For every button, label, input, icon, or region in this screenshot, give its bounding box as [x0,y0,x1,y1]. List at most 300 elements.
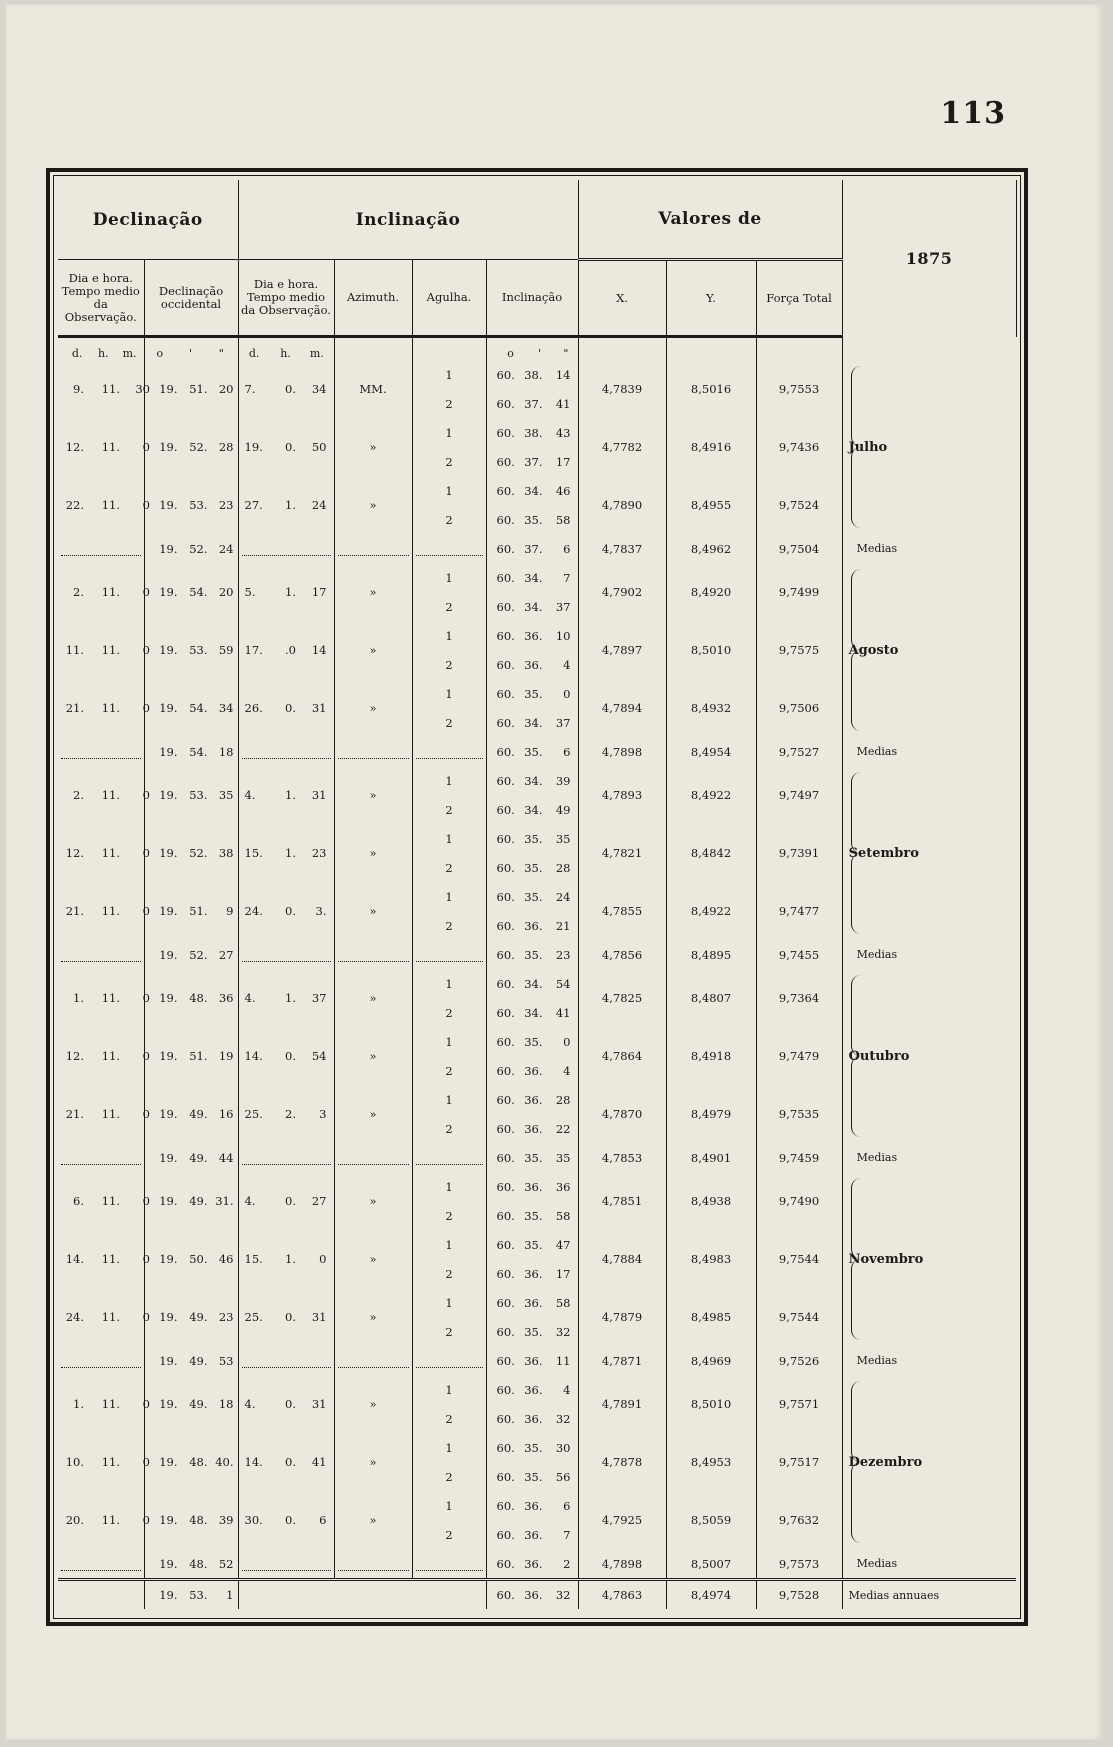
obs-needle: 1 [412,882,486,911]
group-header-valores: Valores de [578,180,842,260]
means-declination: 19. 49. 44 [144,1143,238,1172]
obs-y: 8,4920 [666,563,756,621]
obs-declination: 19. 50. 46 [144,1230,238,1288]
obs-needle: 2 [412,592,486,621]
obs-x: 4,7884 [578,1230,666,1288]
observation-row [58,563,1016,592]
units-month [842,337,1016,361]
obs-needle: 2 [412,1404,486,1433]
obs-declination: 19. 53. 59 [144,621,238,679]
obs-inclination: 60. 36. 36 [486,1172,578,1201]
obs-needle: 1 [412,1085,486,1114]
obs-azimuth: » [334,1230,412,1288]
means-force-total: 9,7504 [756,534,842,563]
units-f [756,337,842,361]
obs-y: 8,4932 [666,679,756,737]
monthly-means-row [58,534,1016,563]
means-x: 4,7837 [578,534,666,563]
observation-row [58,1172,1016,1201]
means-force-total: 9,7459 [756,1143,842,1172]
obs-x: 4,7891 [578,1375,666,1433]
monthly-means-row [58,1346,1016,1375]
obs-needle: 1 [412,1172,486,1201]
obs-needle: 2 [412,389,486,418]
obs-incl-time: 4. 1. 31 [238,766,334,824]
obs-force-total: 9,7535 [756,1085,842,1143]
obs-needle: 2 [412,1317,486,1346]
col-header-inclinacao: Inclinação [486,260,578,337]
obs-inclination: 60. 34. 41 [486,998,578,1027]
obs-time: 20. 11. 0 [58,1491,144,1549]
obs-time: 2. 11. 0 [58,563,144,621]
obs-azimuth: » [334,621,412,679]
obs-x: 4,7897 [578,621,666,679]
units-time-decl: d. h. m. [58,337,144,361]
means-dots [238,940,334,969]
obs-needle: 1 [412,476,486,505]
means-force-total: 9,7526 [756,1346,842,1375]
month-name: Outubro [848,1048,910,1064]
obs-force-total: 9,7575 [756,621,842,679]
units-y [666,337,756,361]
obs-time: 11. 11. 0 [58,621,144,679]
obs-declination: 19. 54. 34 [144,679,238,737]
col-header-agulha: Agulha. [412,260,486,337]
annual-label: Medias annuaes [842,1580,1016,1610]
obs-time: 10. 11. 0 [58,1433,144,1491]
means-inclination: 60. 36. 11 [486,1346,578,1375]
means-y: 8,4962 [666,534,756,563]
obs-force-total: 9,7544 [756,1288,842,1346]
obs-needle: 2 [412,505,486,534]
obs-declination: 19. 54. 20 [144,563,238,621]
means-declination: 19. 49. 53 [144,1346,238,1375]
means-label: Medias [856,1354,898,1367]
obs-azimuth: » [334,969,412,1027]
means-declination: 19. 52. 24 [144,534,238,563]
obs-needle: 1 [412,621,486,650]
obs-x: 4,7894 [578,679,666,737]
page-number: 113 [940,96,1006,131]
obs-incl-time: 25. 0. 31 [238,1288,334,1346]
obs-time: 9. 11. 30 [58,360,144,418]
obs-needle: 1 [412,1375,486,1404]
obs-inclination: 60. 35. 28 [486,853,578,882]
obs-declination: 19. 49. 31. [144,1172,238,1230]
col-header-forca-total: Força Total [756,260,842,337]
obs-x: 4,7893 [578,766,666,824]
obs-force-total: 9,7391 [756,824,842,882]
obs-inclination: 60. 34. 7 [486,563,578,592]
obs-y: 8,5010 [666,621,756,679]
units-x [578,337,666,361]
group-header-inclinacao: Inclinação [238,180,578,260]
obs-y: 8,4985 [666,1288,756,1346]
means-label: Medias [856,1151,898,1164]
units-incl: o ' " [486,337,578,361]
means-inclination: 60. 36. 2 [486,1549,578,1580]
obs-x: 4,7878 [578,1433,666,1491]
obs-incl-time: 30. 0. 6 [238,1491,334,1549]
obs-incl-time: 24. 0. 3. [238,882,334,940]
month-label-cell [842,766,1016,940]
obs-force-total: 9,7490 [756,1172,842,1230]
obs-inclination: 60. 34. 54 [486,969,578,998]
obs-force-total: 9,7632 [756,1491,842,1549]
obs-time: 12. 11. 0 [58,1027,144,1085]
units-decl: o ' " [144,337,238,361]
obs-azimuth: » [334,476,412,534]
means-dots [412,737,486,766]
annual-inc: 60. 36. 32 [486,1580,578,1610]
obs-inclination: 60. 36. 4 [486,650,578,679]
obs-time: 14. 11. 0 [58,1230,144,1288]
obs-needle: 2 [412,1201,486,1230]
month-name: Novembro [848,1251,924,1267]
means-inclination: 60. 37. 6 [486,534,578,563]
obs-force-total: 9,7524 [756,476,842,534]
obs-incl-time: 7. 0. 34 [238,360,334,418]
means-label: Medias [856,745,898,758]
obs-inclination: 60. 36. 4 [486,1056,578,1085]
obs-y: 8,4979 [666,1085,756,1143]
observations-table [58,180,1017,1609]
obs-force-total: 9,7436 [756,418,842,476]
means-dots [412,1346,486,1375]
obs-declination: 19. 51. 19 [144,1027,238,1085]
obs-force-total: 9,7571 [756,1375,842,1433]
col-header-y: Y. [666,260,756,337]
obs-inclination: 60. 34. 37 [486,592,578,621]
annual-x: 4,7863 [578,1580,666,1610]
means-dots [58,737,144,766]
obs-inclination: 60. 35. 0 [486,679,578,708]
col-header-azimuth: Azimuth. [334,260,412,337]
observation-row [58,360,1016,389]
obs-needle: 1 [412,418,486,447]
obs-needle: 2 [412,1520,486,1549]
obs-declination: 19. 49. 18 [144,1375,238,1433]
obs-time: 24. 11. 0 [58,1288,144,1346]
units-time-incl: d. h. m. [238,337,334,361]
monthly-means-row [58,1549,1016,1580]
obs-x: 4,7925 [578,1491,666,1549]
obs-azimuth: » [334,679,412,737]
obs-time: 1. 11. 0 [58,1375,144,1433]
month-name: Julho [848,439,888,455]
observation-row [58,969,1016,998]
obs-force-total: 9,7479 [756,1027,842,1085]
means-dots [238,1143,334,1172]
obs-needle: 1 [412,1288,486,1317]
obs-inclination: 60. 37. 41 [486,389,578,418]
obs-time: 12. 11. 0 [58,418,144,476]
monthly-means-row [58,1143,1016,1172]
obs-needle: 2 [412,1259,486,1288]
obs-declination: 19. 51. 9 [144,882,238,940]
obs-inclination: 60. 36. 32 [486,1404,578,1433]
obs-inclination: 60. 34. 49 [486,795,578,824]
obs-x: 4,7821 [578,824,666,882]
obs-incl-time: 25. 2. 3 [238,1085,334,1143]
means-dots [238,1549,334,1580]
obs-inclination: 60. 37. 17 [486,447,578,476]
obs-needle: 1 [412,360,486,389]
obs-azimuth: » [334,1027,412,1085]
means-y: 8,4895 [666,940,756,969]
table-body [58,337,1016,1580]
obs-incl-time: 4. 0. 27 [238,1172,334,1230]
obs-force-total: 9,7477 [756,882,842,940]
obs-declination: 19. 53. 35 [144,766,238,824]
means-x: 4,7898 [578,1549,666,1580]
obs-azimuth: » [334,563,412,621]
obs-declination: 19. 49. 16 [144,1085,238,1143]
obs-incl-time: 4. 1. 37 [238,969,334,1027]
means-y: 8,5007 [666,1549,756,1580]
obs-declination: 19. 48. 36 [144,969,238,1027]
obs-needle: 2 [412,1462,486,1491]
means-inclination: 60. 35. 35 [486,1143,578,1172]
obs-needle: 2 [412,650,486,679]
obs-inclination: 60. 38. 14 [486,360,578,389]
obs-needle: 1 [412,1230,486,1259]
obs-incl-time: 15. 1. 23 [238,824,334,882]
obs-inclination: 60. 34. 39 [486,766,578,795]
obs-inclination: 60. 36. 10 [486,621,578,650]
obs-x: 4,7855 [578,882,666,940]
month-label-cell [842,1172,1016,1346]
year-header: 1875 [842,180,1016,337]
means-dots [334,737,412,766]
means-force-total: 9,7455 [756,940,842,969]
obs-azimuth: » [334,824,412,882]
obs-needle: 2 [412,853,486,882]
means-force-total: 9,7527 [756,737,842,766]
obs-y: 8,4842 [666,824,756,882]
obs-time: 12. 11. 0 [58,824,144,882]
annual-f: 9,7528 [756,1580,842,1610]
month-label-cell [842,969,1016,1143]
means-force-total: 9,7573 [756,1549,842,1580]
obs-inclination: 60. 36. 17 [486,1259,578,1288]
obs-x: 4,7851 [578,1172,666,1230]
obs-incl-time: 14. 0. 41 [238,1433,334,1491]
month-label-cell [842,360,1016,534]
monthly-means-row [58,940,1016,969]
means-y: 8,4969 [666,1346,756,1375]
obs-inclination: 60. 35. 58 [486,505,578,534]
means-inclination: 60. 35. 23 [486,940,578,969]
obs-incl-time: 17. .0 14 [238,621,334,679]
means-x: 4,7853 [578,1143,666,1172]
col-header-time-decl: Dia e hora. Tempo medio da Observação. [58,260,144,337]
month-name: Dezembro [848,1454,923,1470]
obs-declination: 19. 52. 28 [144,418,238,476]
obs-azimuth: » [334,1491,412,1549]
means-dots [238,737,334,766]
means-dots [58,1346,144,1375]
obs-azimuth: » [334,1433,412,1491]
means-x: 4,7898 [578,737,666,766]
obs-force-total: 9,7506 [756,679,842,737]
obs-inclination: 60. 36. 28 [486,1085,578,1114]
obs-force-total: 9,7517 [756,1433,842,1491]
means-dots [412,1549,486,1580]
obs-needle: 1 [412,969,486,998]
month-name: Setembro [848,845,919,861]
means-dots [334,534,412,563]
obs-force-total: 9,7497 [756,766,842,824]
obs-inclination: 60. 36. 58 [486,1288,578,1317]
obs-needle: 2 [412,447,486,476]
obs-azimuth: MM. [334,360,412,418]
obs-needle: 1 [412,679,486,708]
obs-declination: 19. 48. 40. [144,1433,238,1491]
obs-inclination: 60. 36. 7 [486,1520,578,1549]
obs-inclination: 60. 35. 35 [486,824,578,853]
obs-y: 8,4922 [666,766,756,824]
obs-time: 21. 11. 0 [58,679,144,737]
obs-time: 22. 11. 0 [58,476,144,534]
obs-inclination: 60. 36. 22 [486,1114,578,1143]
obs-needle: 1 [412,563,486,592]
obs-inclination: 60. 36. 4 [486,1375,578,1404]
obs-needle: 2 [412,795,486,824]
obs-incl-time: 5. 1. 17 [238,563,334,621]
col-header-time-incl: Dia e hora. Tempo medio da Observação. [238,260,334,337]
means-label: Medias [856,1557,898,1570]
obs-azimuth: » [334,1085,412,1143]
obs-needle: 1 [412,1433,486,1462]
means-x: 4,7856 [578,940,666,969]
obs-y: 8,5059 [666,1491,756,1549]
obs-inclination: 60. 34. 46 [486,476,578,505]
means-dots [334,1143,412,1172]
annual-means-row [58,1580,1016,1610]
obs-y: 8,5010 [666,1375,756,1433]
obs-declination: 19. 51. 20 [144,360,238,418]
obs-time: 21. 11. 0 [58,1085,144,1143]
obs-azimuth: » [334,766,412,824]
month-label-cell [842,1375,1016,1549]
means-label: Medias [856,542,898,555]
obs-force-total: 9,7544 [756,1230,842,1288]
obs-time: 21. 11. 0 [58,882,144,940]
obs-inclination: 60. 36. 6 [486,1491,578,1520]
obs-x: 4,7870 [578,1085,666,1143]
means-dots [58,1143,144,1172]
obs-inclination: 60. 36. 21 [486,911,578,940]
obs-needle: 1 [412,1491,486,1520]
annual-y: 8,4974 [666,1580,756,1610]
obs-needle: 1 [412,766,486,795]
obs-x: 4,7902 [578,563,666,621]
obs-force-total: 9,7553 [756,360,842,418]
means-dots [238,1346,334,1375]
col-header-x: X. [578,260,666,337]
obs-needle: 2 [412,998,486,1027]
obs-azimuth: » [334,1172,412,1230]
means-y: 8,4954 [666,737,756,766]
obs-inclination: 60. 35. 30 [486,1433,578,1462]
obs-x: 4,7864 [578,1027,666,1085]
obs-needle: 2 [412,911,486,940]
month-label-cell [842,563,1016,737]
obs-needle: 2 [412,1056,486,1085]
units-agulha [412,337,486,361]
annual-empty [58,1580,144,1610]
means-declination: 19. 54. 18 [144,737,238,766]
obs-inclination: 60. 35. 47 [486,1230,578,1259]
annual-blank [238,1580,486,1610]
obs-needle: 2 [412,708,486,737]
means-dots [334,1346,412,1375]
means-dots [412,534,486,563]
means-declination: 19. 52. 27 [144,940,238,969]
page [6,4,1102,1740]
col-header-declinacao: Declinação occidental [144,260,238,337]
obs-inclination: 60. 35. 0 [486,1027,578,1056]
obs-azimuth: » [334,1288,412,1346]
monthly-means-row [58,737,1016,766]
obs-inclination: 60. 35. 58 [486,1201,578,1230]
obs-incl-time: 4. 0. 31 [238,1375,334,1433]
obs-declination: 19. 48. 39 [144,1491,238,1549]
obs-inclination: 60. 35. 24 [486,882,578,911]
obs-azimuth: » [334,1375,412,1433]
observation-row [58,1375,1016,1404]
means-dots [238,534,334,563]
obs-x: 4,7782 [578,418,666,476]
obs-inclination: 60. 35. 32 [486,1317,578,1346]
obs-x: 4,7839 [578,360,666,418]
means-x: 4,7871 [578,1346,666,1375]
obs-incl-time: 19. 0. 50 [238,418,334,476]
annual-decl: 19. 53. 1 [144,1580,238,1610]
obs-declination: 19. 53. 23 [144,476,238,534]
group-header-declinacao: Declinação [58,180,238,260]
obs-force-total: 9,7364 [756,969,842,1027]
obs-y: 8,4922 [666,882,756,940]
month-name: Agosto [848,642,899,658]
obs-declination: 19. 49. 23 [144,1288,238,1346]
obs-time: 1. 11. 0 [58,969,144,1027]
obs-incl-time: 14. 0. 54 [238,1027,334,1085]
obs-needle: 1 [412,1027,486,1056]
obs-x: 4,7825 [578,969,666,1027]
obs-incl-time: 15. 1. 0 [238,1230,334,1288]
means-dots [58,1549,144,1580]
means-dots [412,1143,486,1172]
means-inclination: 60. 35. 6 [486,737,578,766]
obs-force-total: 9,7499 [756,563,842,621]
obs-inclination: 60. 35. 56 [486,1462,578,1491]
obs-time: 6. 11. 0 [58,1172,144,1230]
obs-y: 8,4918 [666,1027,756,1085]
obs-y: 8,5016 [666,360,756,418]
obs-inclination: 60. 34. 37 [486,708,578,737]
table-frame [46,168,1028,1626]
means-dots [58,534,144,563]
means-y: 8,4901 [666,1143,756,1172]
obs-azimuth: » [334,882,412,940]
observation-row [58,766,1016,795]
obs-y: 8,4916 [666,418,756,476]
units-row [58,337,1016,361]
obs-y: 8,4938 [666,1172,756,1230]
obs-declination: 19. 52. 38 [144,824,238,882]
